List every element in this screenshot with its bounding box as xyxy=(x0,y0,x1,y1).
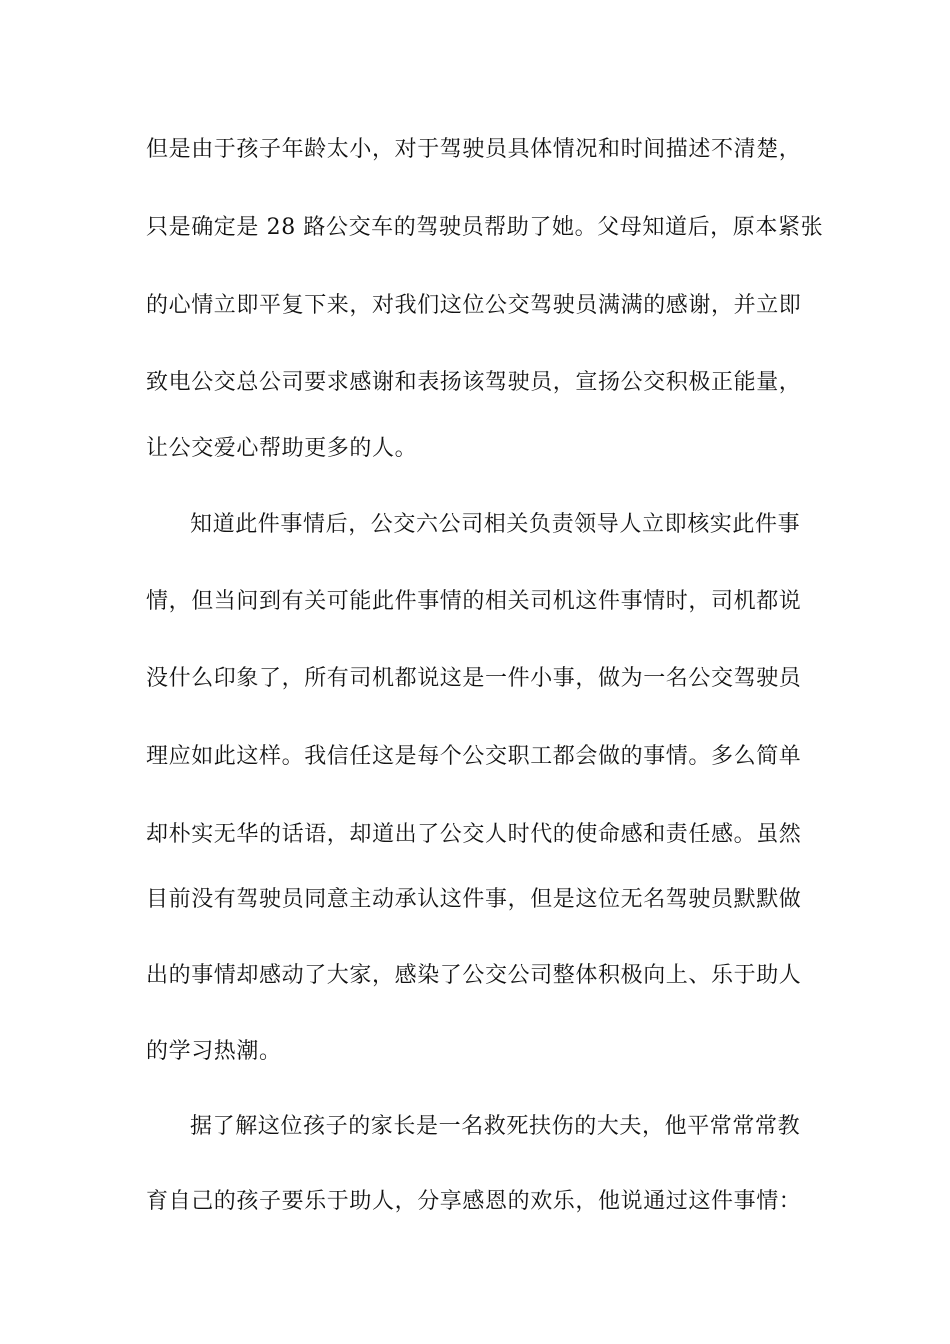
text-line: 只是确定是 28 路公交车的驾驶员帮助了她。父母知道后，原本紧张 xyxy=(146,215,824,240)
text-line: 育自己的孩子要乐于助人，分享感恩的欢乐，他说通过这件事情： xyxy=(146,1189,802,1214)
text-line: 却朴实无华的话语，却道出了公交人时代的使命感和责任感。虽然 xyxy=(146,822,802,847)
text-line: 出的事情却感动了大家，感染了公交公司整体积极向上、乐于助人 xyxy=(146,963,802,988)
text-line: 理应如此这样。我信任这是每个公交职工都会做的事情。多么简单 xyxy=(146,744,802,769)
text-line: 目前没有驾驶员同意主动承认这件事，但是这位无名驾驶员默默做 xyxy=(146,887,802,912)
text-line: 致电公交总公司要求感谢和表扬该驾驶员，宣扬公交积极正能量， xyxy=(146,370,802,395)
text-line: 的心情立即平复下来，对我们这位公交驾驶员满满的感谢，并立即 xyxy=(146,293,802,318)
text-line: 情，但当问到有关可能此件事情的相关司机这件事情时，司机都说 xyxy=(146,589,802,614)
text-line: 的学习热潮。 xyxy=(146,1039,282,1064)
text-line: 让公交爱心帮助更多的人。 xyxy=(146,436,418,461)
text-line: 但是由于孩子年龄太小，对于驾驶员具体情况和时间描述不清楚， xyxy=(146,137,802,162)
paragraph-start-line: 据了解这位孩子的家长是一名救死扶伤的大夫，他平常常常教 xyxy=(190,1114,801,1139)
paragraph-start-line: 知道此件事情后，公交六公司相关负责领导人立即核实此件事 xyxy=(190,512,801,537)
text-line: 没什么印象了，所有司机都说这是一件小事，做为一名公交驾驶员 xyxy=(146,666,802,691)
